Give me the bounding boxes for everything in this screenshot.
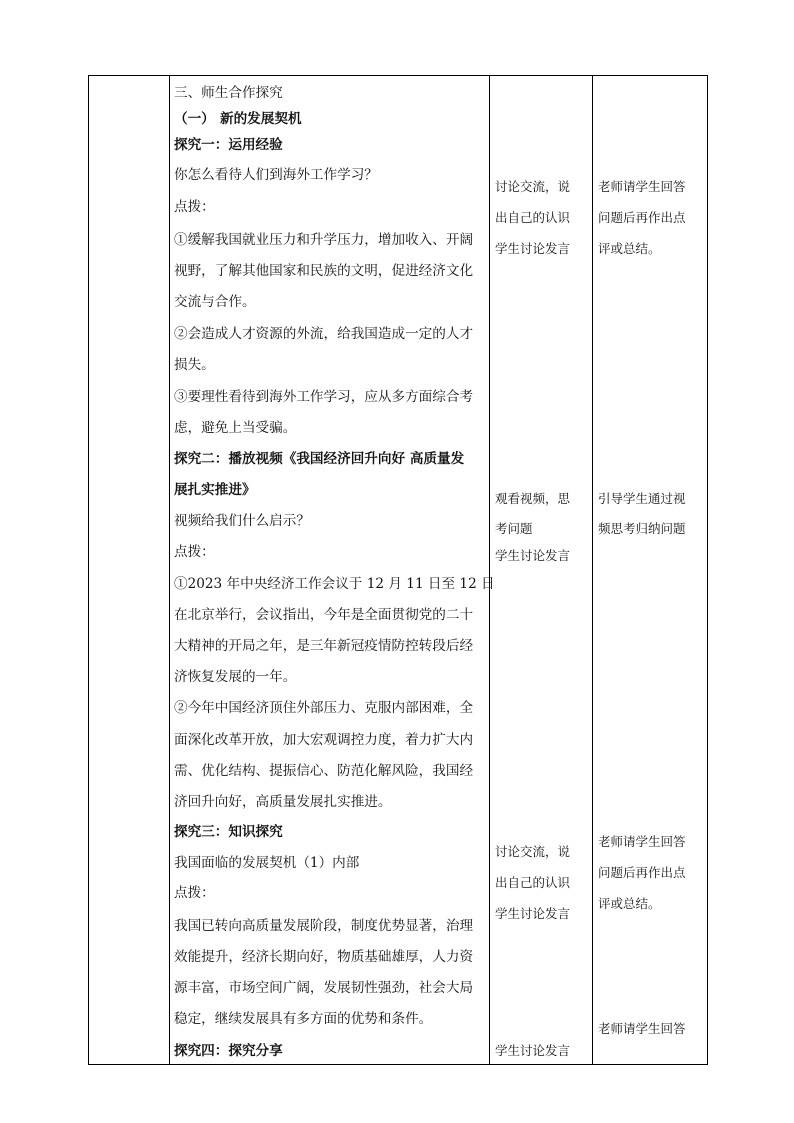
part1-line: ①缓解我国就业压力和升学压力，增加收入、开阔 <box>174 232 474 248</box>
part2-line: ②今年中国经济顶住外部压力、克服内部困难，全 <box>174 700 474 716</box>
part3-heading: 探究三：知识探究 <box>174 824 283 840</box>
teacher-text: 评或总结。 <box>598 896 661 911</box>
part2-line: 济回升向好，高质量发展扎实推进。 <box>174 794 392 810</box>
teacher-text: 问题后再作出点 <box>598 210 686 225</box>
student-text: 出自己的认识 <box>495 875 571 890</box>
part2-line: 济恢复发展的一年。 <box>174 669 297 685</box>
student-text: 观看视频，思 <box>495 491 571 506</box>
part2-line: 大精神的开局之年，是三年新冠疫情防控转段后经 <box>174 638 474 654</box>
student-text: 学生讨论发言 <box>495 241 571 256</box>
lesson-table <box>88 75 708 1065</box>
column-divider <box>592 76 593 1064</box>
teacher-text: 老师请学生回答 <box>598 179 686 194</box>
student-text: 学生讨论发言 <box>495 1043 571 1058</box>
student-text: 考问题 <box>495 521 533 536</box>
part2-line: 需、优化结构、提振信心、防范化解风险，我国经 <box>174 763 474 779</box>
teacher-text: 老师请学生回答 <box>598 1021 686 1036</box>
part1-line: ③要理性看待到海外工作学习，应从多方面综合考 <box>174 389 474 405</box>
part1-line: ②会造成人才资源的外流，给我国造成一定的人才 <box>174 326 474 342</box>
part2-line: 在北京举行，会议指出，今年是全面贯彻党的二十 <box>174 607 474 623</box>
student-text: 学生讨论发言 <box>495 548 571 563</box>
part2-hint: 点拨： <box>174 544 215 560</box>
student-activity-column <box>495 76 591 1064</box>
part1-line: 虑，避免上当受骗。 <box>174 420 297 436</box>
part3-line: 源丰富，市场空间广阔，发展韧性强劲，社会大局 <box>174 980 474 996</box>
part1-question: 你怎么看待人们到海外工作学习？ <box>174 167 378 183</box>
subsection-title: 新的发展契机 <box>220 111 302 127</box>
teacher-text: 评或总结。 <box>598 241 661 256</box>
part4-heading: 探究四：探究分享 <box>174 1043 283 1059</box>
teacher-activity-column <box>598 76 706 1064</box>
student-text: 讨论交流，说 <box>495 844 571 859</box>
teacher-text: 问题后再作出点 <box>598 865 686 880</box>
section-title: 三、师生合作探究 <box>174 85 283 101</box>
part3-question: 我国面临的发展契机（1）内部 <box>174 855 360 871</box>
part2-line: 面深化改革开放，加大宏观调控力度，着力扩大内 <box>174 732 474 748</box>
part2-heading: 探究二：播放视频《我国经济回升向好 高质量发 <box>174 451 465 467</box>
part2-line: ①2023 年中央经济工作会议于 12 月 11 日至 12 日 <box>174 576 495 592</box>
column-divider <box>169 76 170 1064</box>
part1-heading: 探究一：运用经验 <box>174 137 283 153</box>
column-divider <box>489 76 490 1064</box>
part1-line: 损失。 <box>174 357 215 373</box>
part1-line: 交流与合作。 <box>174 294 256 310</box>
student-text: 讨论交流，说 <box>495 179 571 194</box>
student-text: 学生讨论发言 <box>495 906 571 921</box>
student-text: 出自己的认识 <box>495 210 571 225</box>
part2-heading: 展扎实推进》 <box>174 482 256 498</box>
part1-line: 视野，了解其他国家和民族的文明，促进经济文化 <box>174 263 474 279</box>
part1-hint: 点拨： <box>174 199 215 215</box>
content-column <box>174 76 495 1064</box>
part3-line: 我国已转向高质量发展阶段，制度优势显著，治理 <box>174 918 474 934</box>
part3-hint: 点拨： <box>174 885 215 901</box>
teacher-text: 频思考归纳问题 <box>598 521 686 536</box>
teacher-text: 引导学生通过视 <box>598 491 686 506</box>
subsection-number: （一） <box>174 111 215 127</box>
teacher-text: 老师请学生回答 <box>598 834 686 849</box>
part3-line: 效能提升，经济长期向好，物质基础雄厚，人力资 <box>174 949 474 965</box>
part3-line: 稳定，继续发展具有多方面的优势和条件。 <box>174 1011 433 1027</box>
part2-question: 视频给我们什么启示？ <box>174 513 310 529</box>
